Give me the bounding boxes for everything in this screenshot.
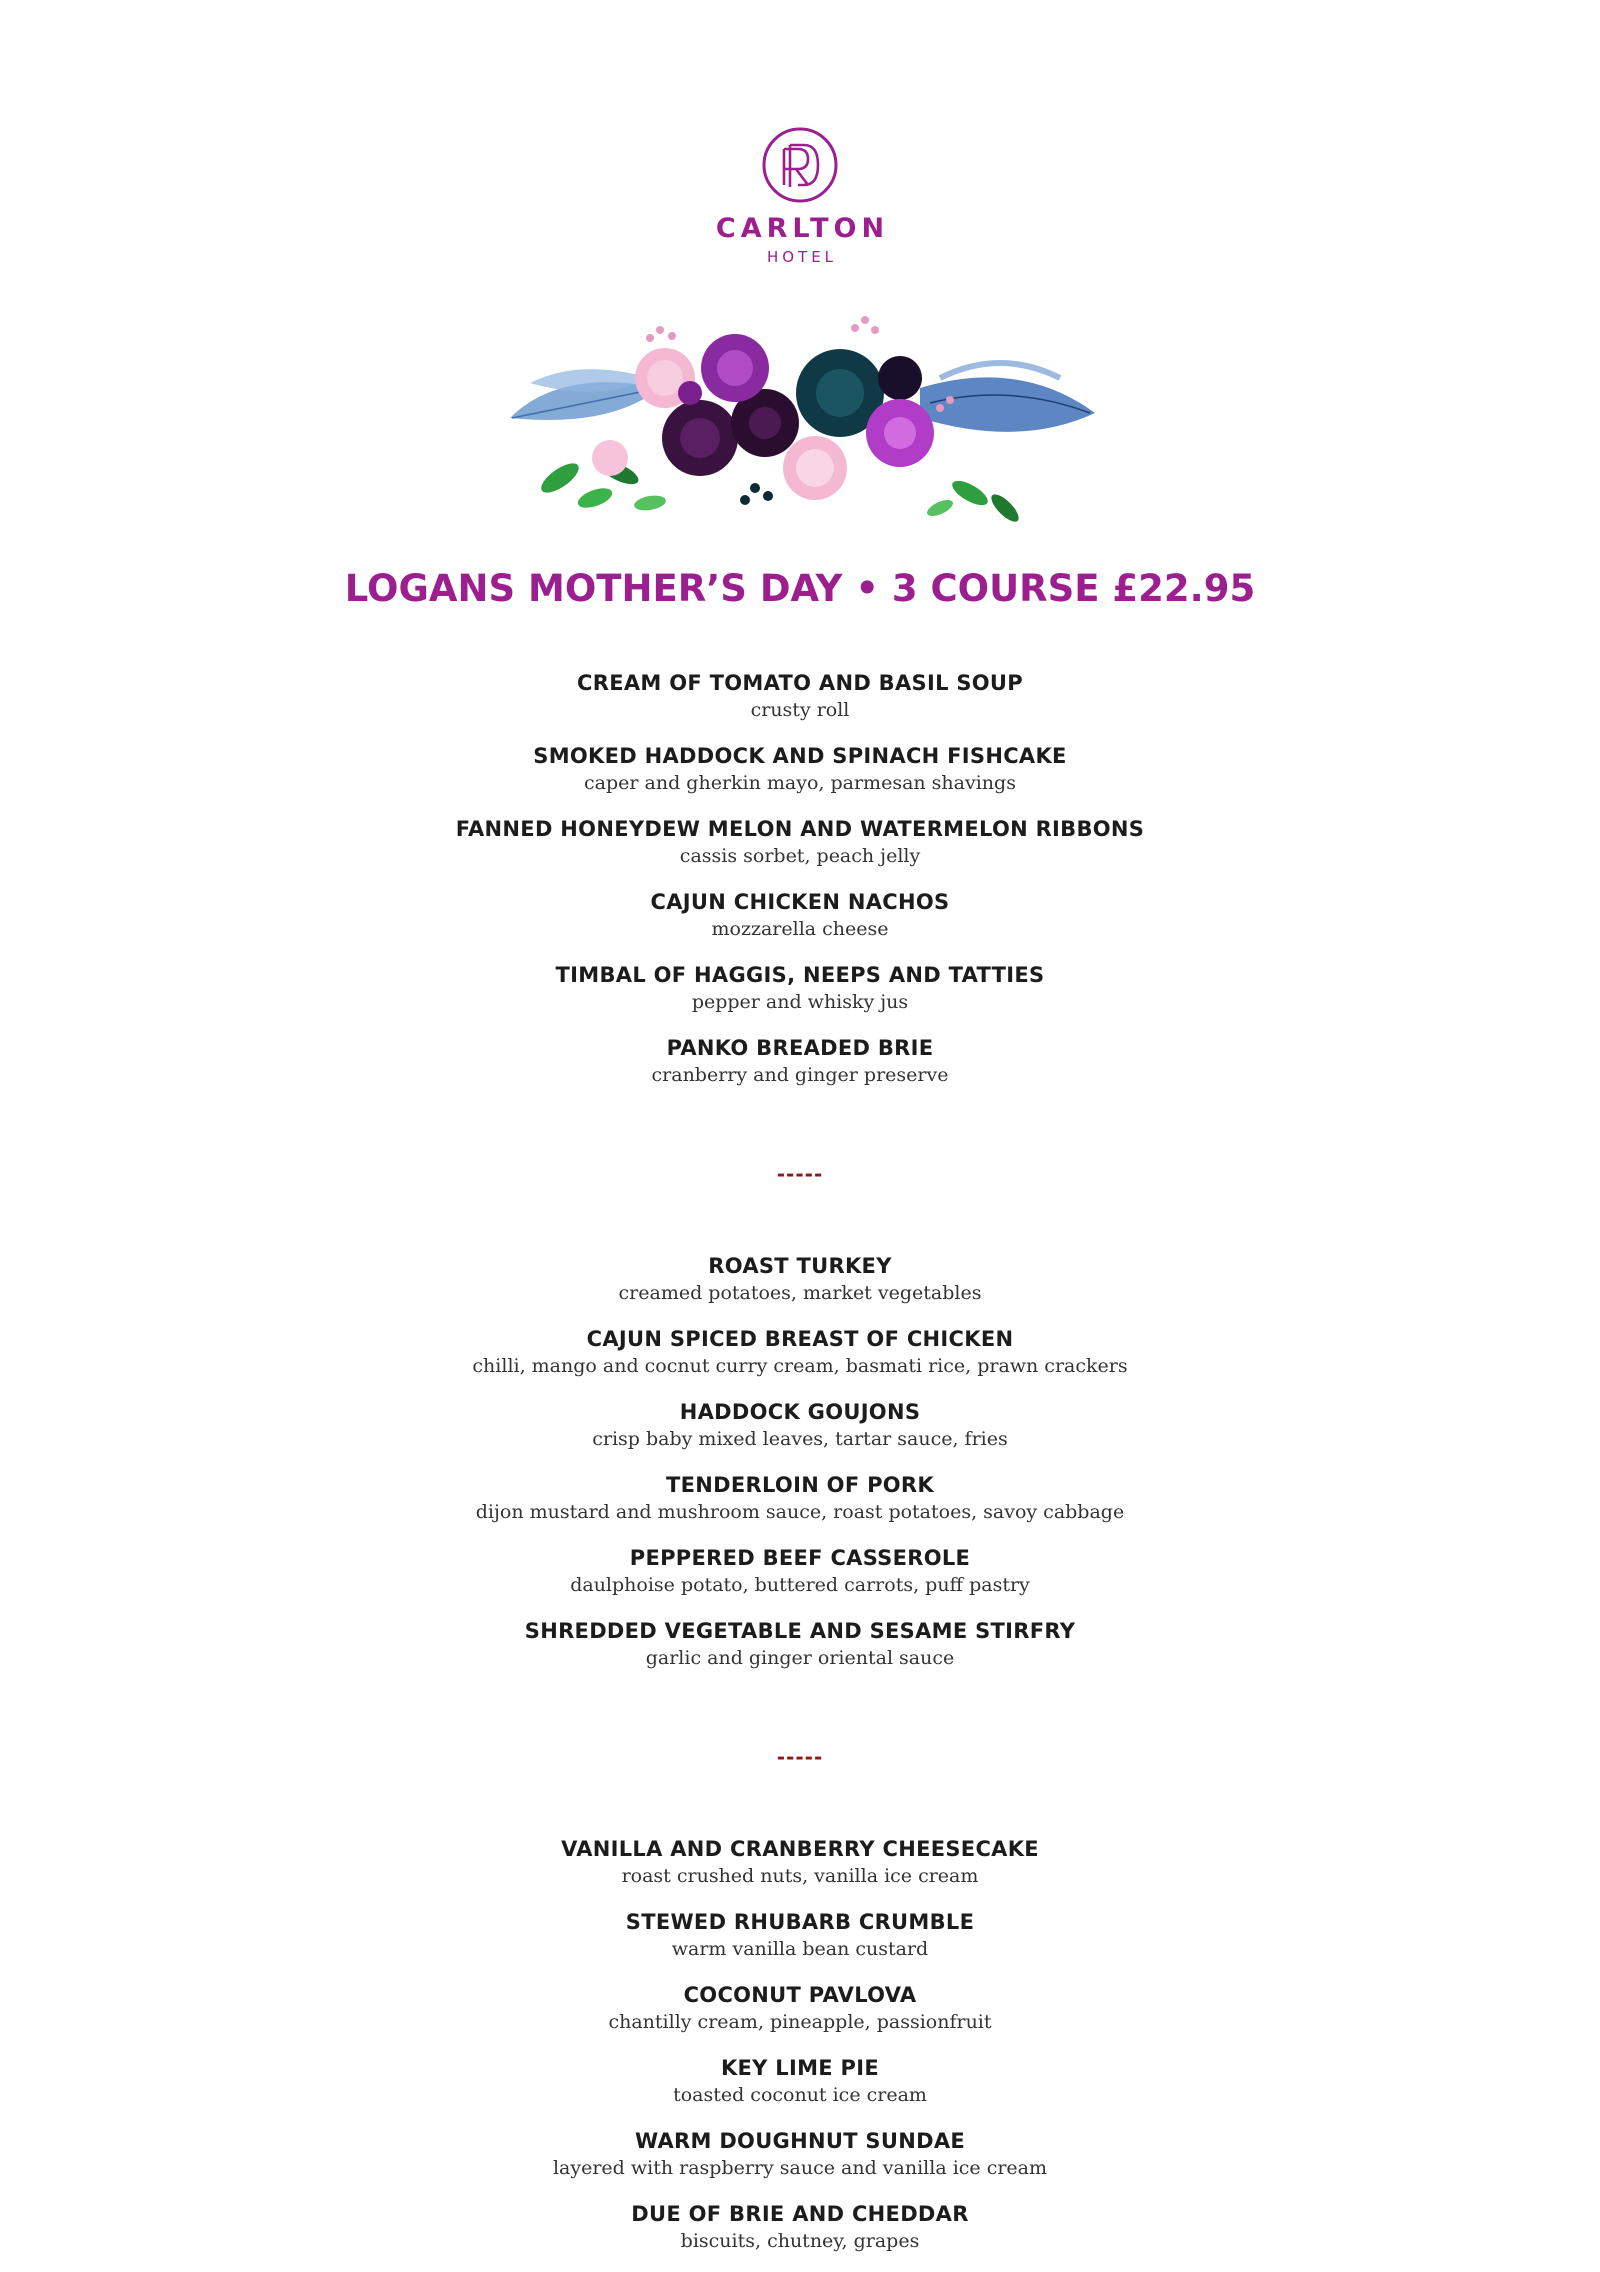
- menu-item: [0, 887, 1600, 960]
- menu-item: [0, 1980, 1600, 2053]
- dish-name: CREAM OF TOMATO AND BASIL SOUP: [577, 671, 1023, 695]
- dish-description: toasted coconut ice cream: [673, 2084, 927, 2106]
- dish-name: STEWED RHUBARB CRUMBLE: [625, 1910, 975, 1934]
- menu-item: [0, 1616, 1600, 1689]
- menu-item: [0, 1251, 1600, 1324]
- hotel-logo: [0, 125, 1600, 266]
- menu-item: [0, 1470, 1600, 1543]
- menu-item: [0, 1907, 1600, 1980]
- menu-list: [0, 668, 1600, 2272]
- menu-item: [0, 2199, 1600, 2272]
- dish-name: FANNED HONEYDEW MELON AND WATERMELON RIBBONS: [455, 817, 1145, 841]
- dish-name: PEPPERED BEEF CASSEROLE: [629, 1546, 971, 1570]
- dish-name: SHREDDED VEGETABLE AND SESAME STIRFRY: [524, 1619, 1076, 1643]
- menu-item: [0, 960, 1600, 1033]
- dish-description: biscuits, chutney, grapes: [680, 2230, 920, 2252]
- dish-name: HADDOCK GOUJONS: [679, 1400, 921, 1424]
- dish-name: SMOKED HADDOCK AND SPINACH FISHCAKE: [533, 744, 1067, 768]
- dish-description: caper and gherkin mayo, parmesan shavings: [584, 772, 1016, 794]
- dish-name: CAJUN CHICKEN NACHOS: [650, 890, 950, 914]
- dish-description: creamed potatoes, market vegetables: [618, 1282, 982, 1304]
- dish-description: warm vanilla bean custard: [671, 1938, 929, 1960]
- dish-name: TENDERLOIN OF PORK: [666, 1473, 934, 1497]
- separator-dashes: -----: [776, 1162, 824, 1186]
- dish-description: layered with raspberry sauce and vanilla ice cream: [552, 2157, 1048, 2179]
- dish-description: crusty roll: [750, 699, 850, 721]
- menu-item: [0, 1324, 1600, 1397]
- dish-description: crisp baby mixed leaves, tartar sauce, fries: [592, 1428, 1008, 1450]
- dish-description: pepper and whisky jus: [691, 991, 909, 1013]
- dish-name: TIMBAL OF HAGGIS, NEEPS AND TATTIES: [555, 963, 1045, 987]
- course-starters: [0, 668, 1600, 1106]
- course-separator: [0, 1689, 1600, 1834]
- dish-name: PANKO BREADED BRIE: [666, 1036, 934, 1060]
- dish-name: WARM DOUGHNUT SUNDAE: [634, 2129, 966, 2153]
- dish-name: VANILLA AND CRANBERRY CHEESECAKE: [561, 1837, 1039, 1861]
- separator-dashes: -----: [776, 1745, 824, 1769]
- brand-subtitle: HOTEL: [766, 248, 838, 266]
- menu-item: [0, 668, 1600, 741]
- dish-description: cassis sorbet, peach jelly: [679, 845, 921, 867]
- dish-name: ROAST TURKEY: [708, 1254, 892, 1278]
- dish-description: daulphoise potato, buttered carrots, puff pastry: [570, 1574, 1030, 1596]
- menu-item: [0, 741, 1600, 814]
- menu-item: [0, 1834, 1600, 1907]
- dish-name: DUE OF BRIE AND CHEDDAR: [631, 2202, 969, 2226]
- course-separator: [0, 1106, 1600, 1251]
- feather-right-icon: [920, 363, 1095, 432]
- dish-description: chantilly cream, pineapple, passionfruit: [608, 2011, 992, 2033]
- course-mains: [0, 1251, 1600, 1689]
- dish-description: chilli, mango and cocnut curry cream, basmati rice, prawn crackers: [472, 1355, 1128, 1377]
- dish-description: mozzarella cheese: [711, 918, 889, 940]
- menu-item: [0, 1543, 1600, 1616]
- brand-name: CARLTON: [715, 213, 890, 244]
- menu-title: LOGANS MOTHER’S DAY • 3 COURSE £22.95: [344, 567, 1256, 610]
- dish-name: CAJUN SPICED BREAST OF CHICKEN: [586, 1327, 1014, 1351]
- dish-description: garlic and ginger oriental sauce: [645, 1647, 955, 1669]
- dish-name: KEY LIME PIE: [720, 2056, 880, 2080]
- floral-bouquet-illustration: [500, 308, 1100, 528]
- dish-description: dijon mustard and mushroom sauce, roast potatoes, savoy cabbage: [475, 1501, 1125, 1523]
- rd-monogram-icon: [760, 125, 840, 205]
- course-desserts: [0, 1834, 1600, 2272]
- dish-description: roast crushed nuts, vanilla ice cream: [621, 1865, 979, 1887]
- menu-item: [0, 2053, 1600, 2126]
- dish-name: COCONUT PAVLOVA: [683, 1983, 917, 2007]
- menu-item: [0, 1397, 1600, 1470]
- menu-item: [0, 1033, 1600, 1106]
- menu-item: [0, 2126, 1600, 2199]
- menu-item: [0, 814, 1600, 887]
- dish-description: cranberry and ginger preserve: [651, 1064, 949, 1086]
